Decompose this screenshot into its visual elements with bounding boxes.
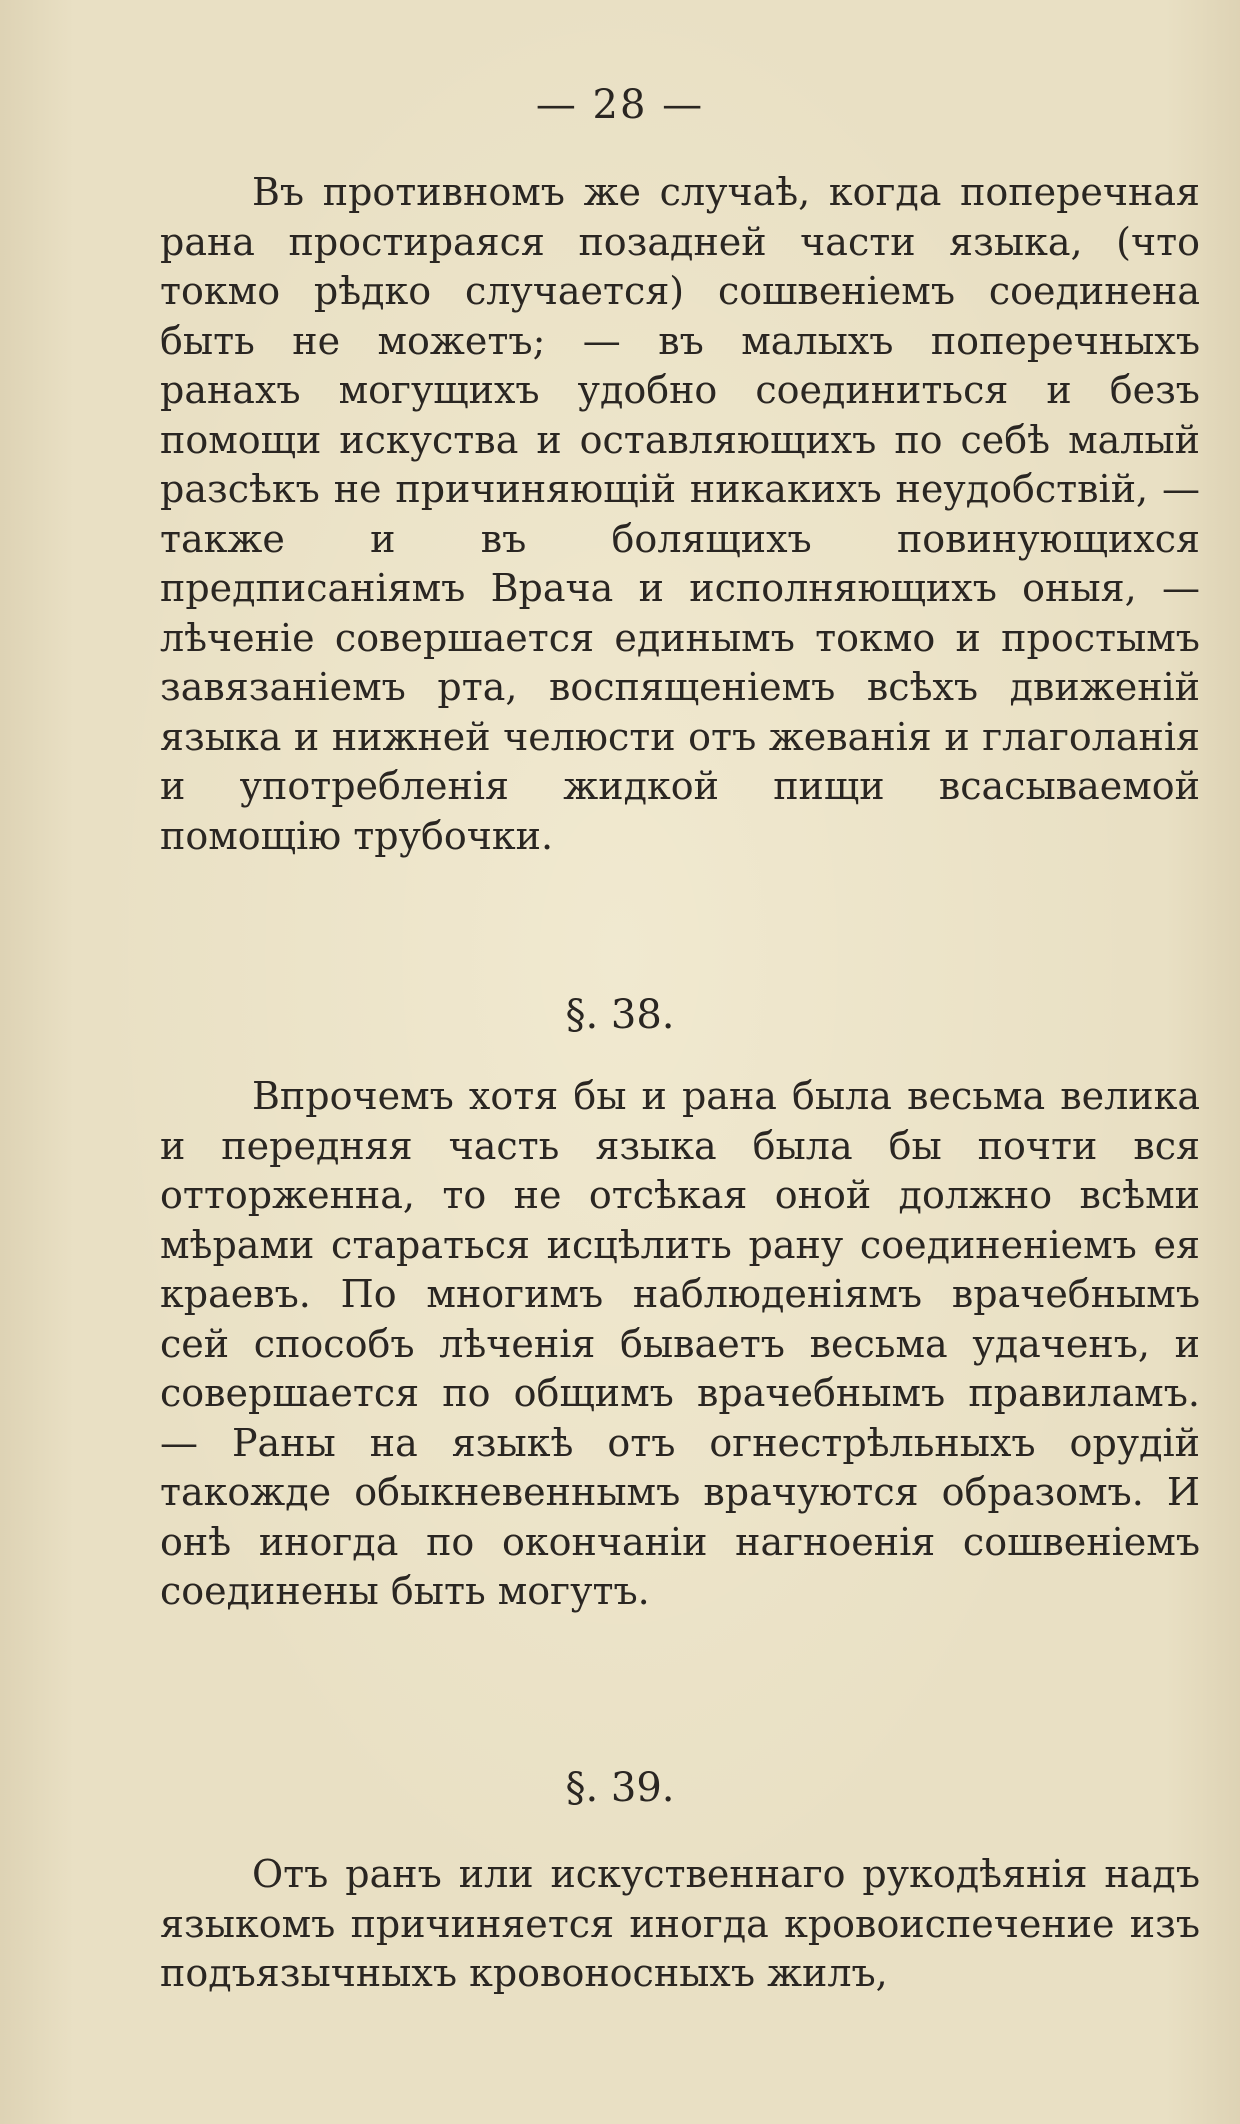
section-heading-39: §. 39. <box>565 1765 675 1811</box>
page-number: — 28 — <box>535 82 705 128</box>
paragraph-section-39: Отъ ранъ или искуственнаго рукодѣянiя надъ языкомъ причиняется иногда кровоиспечение изъ подъязычныхъ кровоносныхъ жилъ, <box>160 1852 1200 1995</box>
paragraph-continuation: Въ противномъ же случаѣ, когда поперечная рана простираяся позадней части языка, (что токмо рѣдко случается) сошвенiемъ соединена быть не можетъ; — въ малыхъ поперечныхъ ранахъ могущихъ удобно соединиться и безъ помощи искуства и оставляющихъ по себѣ малый разсѣкъ не причиняющiй никакихъ неудобствiй, — также и въ болящихъ повинующихся предписанiямъ Врача и исполняющихъ оныя, — лѣченiе совершается единымъ токмо и простымъ завязанiемъ рта, воспященiемъ всѣхъ движенiй языка и нижней челюсти отъ жеванiя и глаголанiя и употребленiя жидкой пищи всасываемой помощiю трубочки. <box>160 170 1200 858</box>
section-heading-38: §. 38. <box>565 992 675 1038</box>
paragraph-section-38: Впрочемъ хотя бы и рана была весьма велика и передняя часть языка была бы почти вся отторженна, то не отсѣкая оной должно всѣми мѣрами стараться исцѣлить рану соединенiемъ ея краевъ. По многимъ наблюденiямъ врачебнымъ сей способъ лѣченiя бываетъ весьма удаченъ, и совершается по общимъ врачебнымъ правиламъ. — Раны на языкѣ отъ огнестрѣльныхъ орудiй такожде обыкневеннымъ врачуются образомъ. И онѣ иногда по окончанiи нагноенiя сошвенiемъ соединены быть могутъ. <box>160 1074 1200 1613</box>
